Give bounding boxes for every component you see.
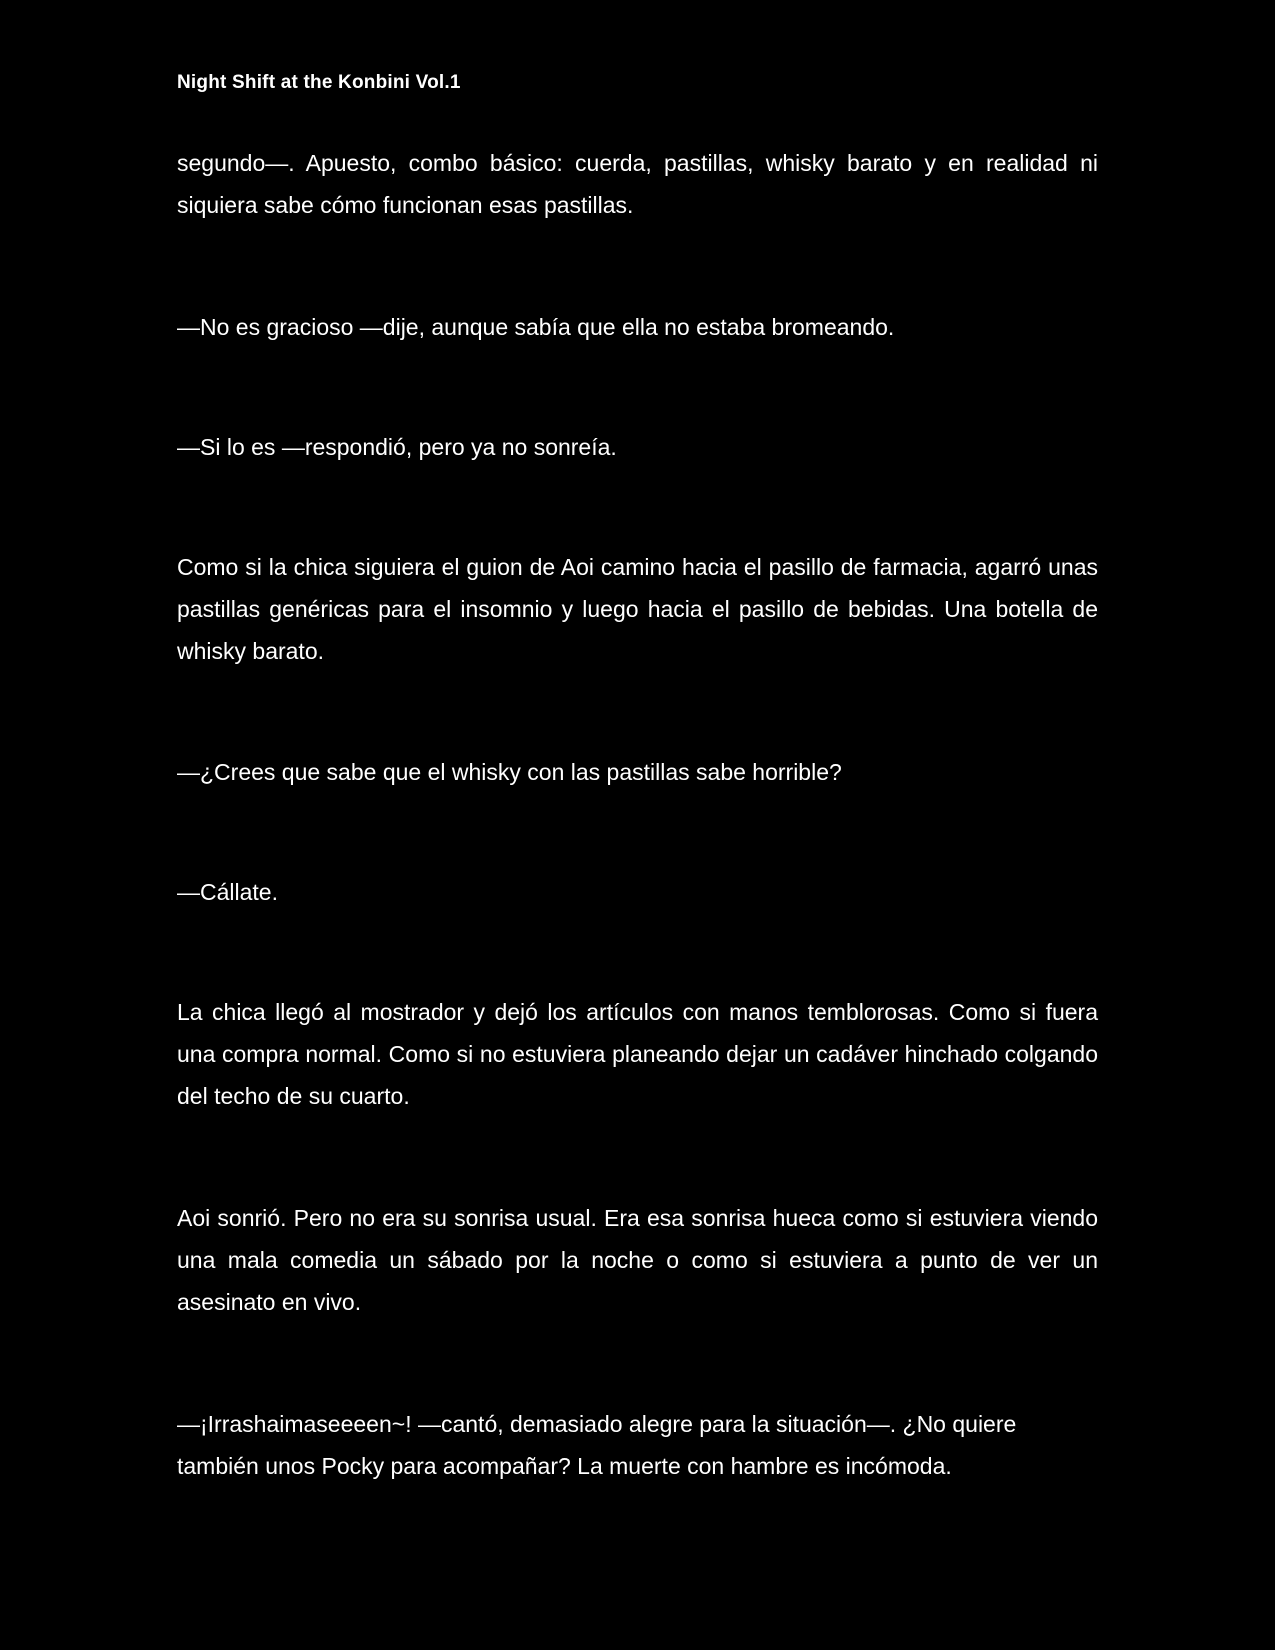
paragraph-6: —Cállate. [177, 879, 278, 905]
paragraph-3: —Si lo es —respondió, pero ya no sonreía. [177, 434, 617, 460]
paragraph-2: —No es gracioso —dije, aunque sabía que ella no estaba bromeando. [177, 314, 895, 340]
paragraph-9: —¡Irrashaimaseeeen~! —cantó, demasiado alegre para la situación—. ¿No quiere también unos Pocky para acompañar? La muerte con hambre es incómoda. [177, 1411, 1017, 1479]
book-title-header: Night Shift at the Konbini Vol.1 [177, 72, 461, 93]
paragraph-7: La chica llegó al mostrador y dejó los artículos con manos temblorosas. Como si fuera una compra normal. Como si no estuviera planeando dejar un cadáver hinchado colgando del techo de su cuarto. [177, 999, 1098, 1109]
paragraph-1: segundo—. Apuesto, combo básico: cuerda, pastillas, whisky barato y en realidad ni siquiera sabe cómo funcionan esas pastillas. [177, 150, 1098, 218]
paragraph-5: —¿Crees que sabe que el whisky con las pastillas sabe horrible? [177, 759, 842, 785]
paragraph-8: Aoi sonrió. Pero no era su sonrisa usual. Era esa sonrisa hueca como si estuviera viendo una mala comedia un sábado por la noche o como si estuviera a punto de ver un asesinato en vivo. [177, 1205, 1098, 1315]
paragraph-4: Como si la chica siguiera el guion de Aoi camino hacia el pasillo de farmacia, agarró unas pastillas genéricas para el insomnio y luego hacia el pasillo de bebidas. Una botella de whisky barato. [177, 554, 1098, 664]
